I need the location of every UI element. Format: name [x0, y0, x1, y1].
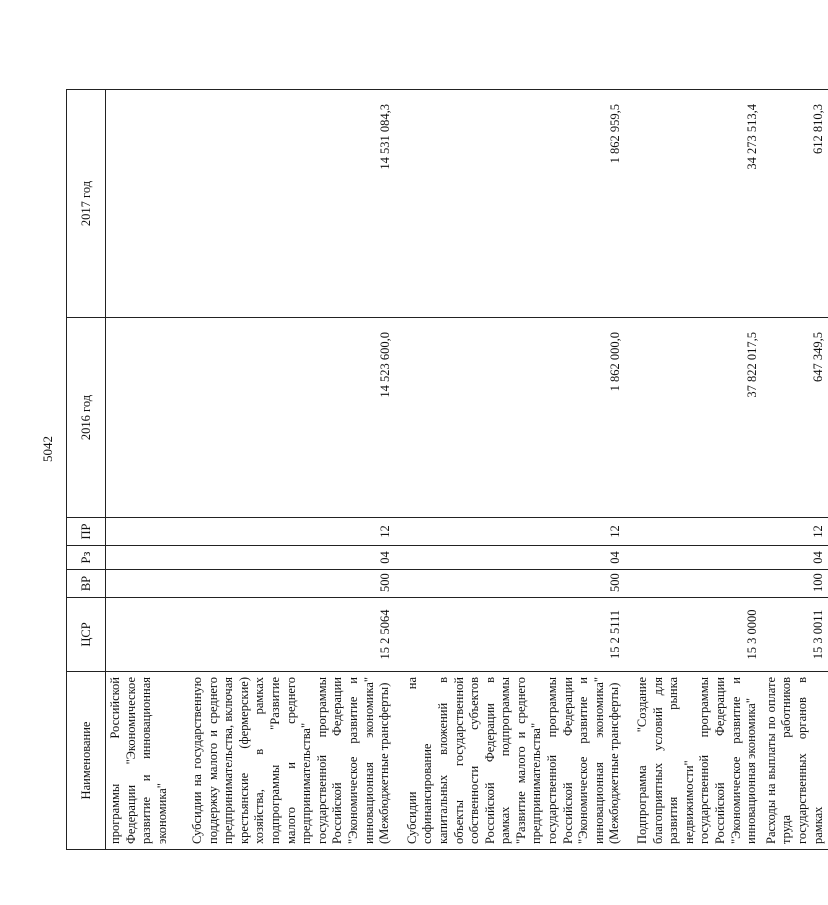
row-vr: 500 [180, 570, 395, 598]
row-rz: 04 [395, 546, 625, 570]
row-2017: 34 273 513,4 [625, 90, 762, 318]
row-2017 [106, 90, 181, 318]
row-pr: 12 [395, 518, 625, 546]
header-2017: 2017 год [67, 90, 106, 318]
header-vr: ВР [67, 570, 106, 598]
row-csr [106, 598, 181, 672]
row-pr: 12 [762, 518, 828, 546]
row-vr: 500 [395, 570, 625, 598]
row-rz: 04 [180, 546, 395, 570]
row-rz [106, 546, 181, 570]
budget-table-rotated [66, 90, 826, 850]
table-header-row [67, 90, 106, 850]
header-pr: ПР [67, 518, 106, 546]
row-rz [625, 546, 762, 570]
header-rz: Рз [67, 546, 106, 570]
table-row [625, 90, 762, 850]
row-2016: 37 822 017,5 [625, 318, 762, 518]
row-name: Подпрограмма "Создание благоприятных условий для развития рынка недвижимости" государственной программы Российской Федерации "Экономическое развитие и инновационная экономика" [625, 672, 762, 850]
row-rz: 04 [762, 546, 828, 570]
row-csr: 15 3 0000 [625, 598, 762, 672]
row-2017: 612 810,3 [762, 90, 828, 318]
row-vr [106, 570, 181, 598]
table-row [106, 90, 181, 850]
budget-table [66, 89, 828, 850]
row-pr [106, 518, 181, 546]
row-2016: 647 349,5 [762, 318, 828, 518]
header-csr: ЦСР [67, 598, 106, 672]
row-csr: 15 3 0011 [762, 598, 828, 672]
row-2016 [106, 318, 181, 518]
row-vr: 100 [762, 570, 828, 598]
row-name: Субсидии на софинансирование капитальных вложений в объекты государственной собственности субъектов Российской Федерации в рамках подпрограммы "Развитие малого и среднего предпринимательства" государственной программы Российской Федерации "Экономическое развитие и инновационная экономика" (Межбюджетные трансферты) [395, 672, 625, 850]
row-csr: 15 2 5111 [395, 598, 625, 672]
table-row [395, 90, 625, 850]
row-name: Расходы на выплаты по оплате труда работников государственных органов в рамках [762, 672, 828, 850]
row-name: программы Российской Федерации "Экономическое развитие и инновационная экономика" [106, 672, 181, 850]
table-row [180, 90, 395, 850]
row-2016: 1 862 000,0 [395, 318, 625, 518]
header-2016: 2016 год [67, 318, 106, 518]
row-2016: 14 523 600,0 [180, 318, 395, 518]
row-2017: 1 862 959,5 [395, 90, 625, 318]
table-row [762, 90, 828, 850]
row-pr [625, 518, 762, 546]
page-number: 5042 [40, 436, 55, 462]
row-pr: 12 [180, 518, 395, 546]
row-vr [625, 570, 762, 598]
row-name: Субсидии на государственную поддержку малого и среднего предпринимательства, включая крестьянские (фермерские) хозяйства, в рамках подпрограммы "Развитие малого и среднего предпринимательства" государственной программы Российской Федерации "Экономическое развитие и инновационная экономика" (Межбюджетные трансферты) [180, 672, 395, 850]
row-2017: 14 531 084,3 [180, 90, 395, 318]
header-name: Наименование [67, 672, 106, 850]
row-csr: 15 2 5064 [180, 598, 395, 672]
